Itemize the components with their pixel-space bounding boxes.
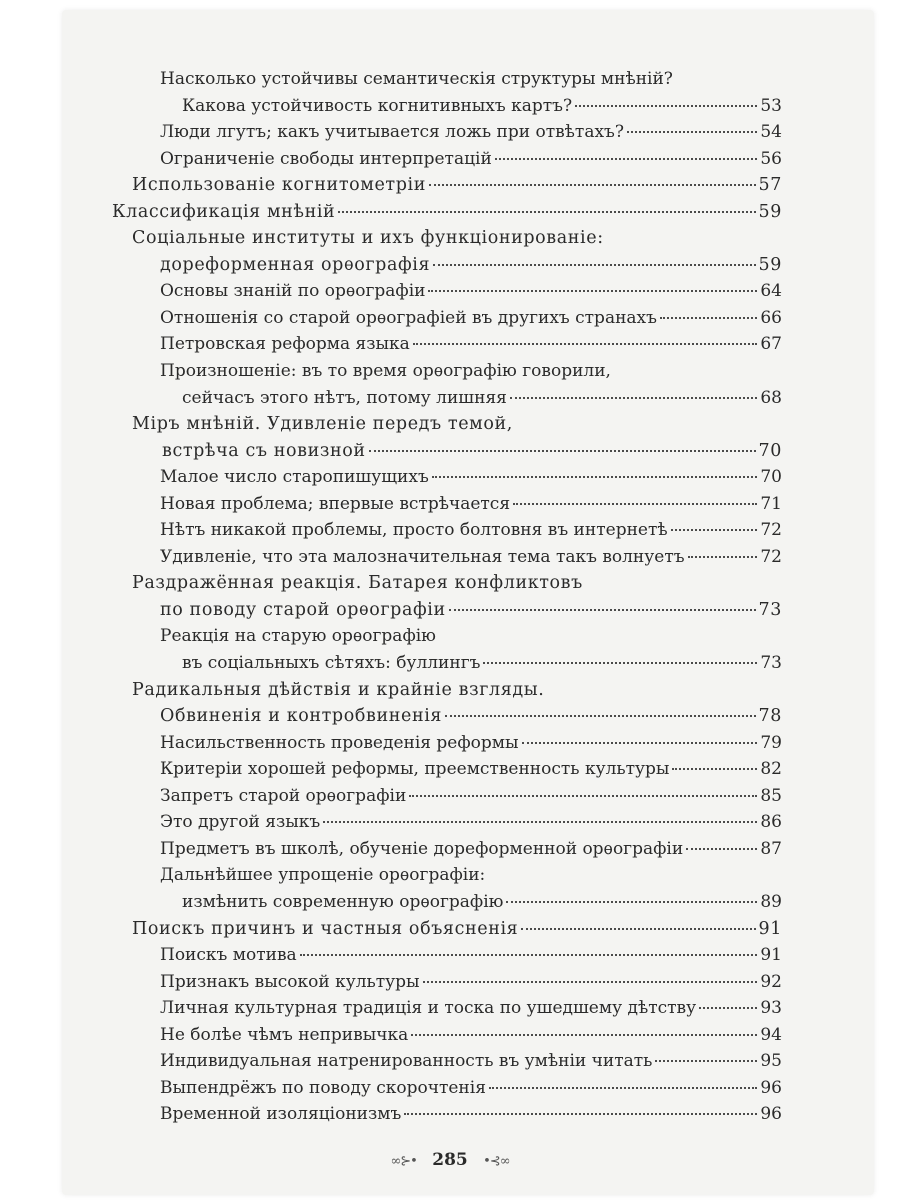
toc-entry xyxy=(112,1101,782,1128)
toc-entry-title: Личная культурная традиція и тоска по ушедшему дѣтству xyxy=(160,998,697,1019)
toc-entry-title: Малое число старопишущихъ xyxy=(160,467,429,488)
toc-entry xyxy=(112,544,782,571)
toc-entry-title: Новая проблема; впервые встрѣчается xyxy=(160,493,511,514)
toc-entry-title: дореформенная орѳографія xyxy=(160,254,431,275)
toc-entry xyxy=(112,278,782,305)
dot-leader xyxy=(445,715,755,717)
dot-leader xyxy=(688,556,758,558)
toc-entry xyxy=(112,809,782,836)
toc-entry-page: 66 xyxy=(760,307,782,328)
dot-leader xyxy=(510,397,757,399)
toc-entry-page: 82 xyxy=(760,759,782,780)
toc-entry xyxy=(112,756,782,783)
toc-entry-page: 71 xyxy=(760,493,782,514)
toc-entry-title: Реакція на старую орѳографію xyxy=(160,626,436,647)
dot-leader xyxy=(428,290,757,292)
toc-entry xyxy=(112,225,782,252)
toc-entry-title: Удивленіе, что эта малозначительная тема такъ волнуетъ xyxy=(160,546,685,567)
toc-entry-title: встрѣча съ новизной xyxy=(162,440,366,461)
toc-entry-page: 92 xyxy=(760,971,782,992)
toc-entry-title: Поискъ причинъ и частныя объясненія xyxy=(132,918,519,939)
toc-entry-page: 67 xyxy=(760,334,782,355)
dot-leader xyxy=(495,158,758,160)
toc-entry-page: 94 xyxy=(760,1024,782,1045)
dot-leader xyxy=(323,821,757,823)
toc-entry xyxy=(112,464,782,491)
toc-entry-title: Насколько устойчивы семантическія структуры мнѣній? xyxy=(160,69,673,89)
toc-entry-page: 96 xyxy=(760,1104,782,1125)
toc-entry-title: сейчасъ этого нѣтъ, потому лишняя xyxy=(182,387,507,408)
toc-entry-page: 91 xyxy=(760,945,782,966)
toc-entry-title: Выпендрёжъ по поводу скорочтенія xyxy=(160,1077,486,1098)
toc-entry xyxy=(112,331,782,358)
toc-entry-page: 56 xyxy=(760,148,782,169)
toc-entry-title: Насильственность проведенія реформы xyxy=(160,732,519,753)
toc-entry-page: 96 xyxy=(760,1077,782,1098)
dot-leader xyxy=(627,131,757,133)
toc-entry xyxy=(112,411,782,438)
toc-entry xyxy=(112,66,782,93)
toc-entry-title: Поискъ мотива xyxy=(160,945,297,966)
toc-entry-page: 73 xyxy=(758,599,782,620)
toc-entry-page: 85 xyxy=(760,785,782,806)
toc-entry-title: Запретъ старой орѳографіи xyxy=(160,785,407,806)
table-of-contents xyxy=(112,66,782,1128)
dot-leader xyxy=(432,476,758,478)
toc-entry xyxy=(112,889,782,916)
toc-entry-title: Использованіе когнитометріи xyxy=(132,175,426,196)
toc-entry-page: 57 xyxy=(758,175,782,196)
dot-leader xyxy=(660,317,757,319)
dot-leader xyxy=(404,1113,757,1115)
dot-leader xyxy=(513,503,757,505)
toc-entry xyxy=(112,730,782,757)
toc-entry-title: Произношеніе: въ то время орѳографію говорили, xyxy=(160,361,611,382)
toc-entry-page: 79 xyxy=(760,732,782,753)
toc-entry xyxy=(112,942,782,969)
toc-entry-title: Основы знаній по орѳографіи xyxy=(160,281,426,302)
toc-entry-page: 53 xyxy=(760,95,782,116)
dot-leader xyxy=(521,928,755,930)
ornament-left: ∞⊱• xyxy=(390,1154,417,1169)
toc-entry xyxy=(112,597,782,624)
toc-entry-title: Радикальныя дѣйствія и крайніе взгляды. xyxy=(132,679,545,700)
toc-entry-title: въ соціальныхъ сѣтяхъ: буллингъ xyxy=(182,653,481,674)
toc-entry xyxy=(112,517,782,544)
toc-entry xyxy=(112,385,782,412)
toc-entry xyxy=(112,703,782,730)
toc-entry xyxy=(112,623,782,650)
toc-entry-page: 93 xyxy=(760,998,782,1019)
toc-entry xyxy=(112,995,782,1022)
toc-entry-title: Классификація мнѣній xyxy=(112,201,336,222)
toc-entry-title: Индивидуальная натренированность въ умѣніи читать xyxy=(160,1051,653,1072)
toc-entry-page: 78 xyxy=(758,706,782,727)
dot-leader xyxy=(483,662,757,664)
toc-entry-page: 95 xyxy=(760,1051,782,1072)
toc-entry-page: 59 xyxy=(758,254,782,275)
toc-entry xyxy=(112,650,782,677)
dot-leader xyxy=(433,264,755,266)
toc-entry-title: Отношенія со старой орѳографіей въ другихъ странахъ xyxy=(160,307,657,328)
page-number: 285 xyxy=(432,1150,468,1170)
toc-entry-title: Какова устойчивость когнитивныхъ картъ? xyxy=(182,95,573,116)
toc-entry xyxy=(112,1022,782,1049)
dot-leader xyxy=(338,211,755,213)
toc-entry-title: Обвиненія и контробвиненія xyxy=(160,706,443,727)
toc-entry-title: Критеріи хорошей реформы, преемственность культуры xyxy=(160,759,670,780)
dot-leader xyxy=(672,768,757,770)
toc-entry-page: 59 xyxy=(758,201,782,222)
toc-entry xyxy=(112,146,782,173)
toc-entry-title: Люди лгутъ; какъ учитывается ложь при отвѣтахъ? xyxy=(160,122,624,143)
page-footer xyxy=(0,1150,900,1170)
dot-leader xyxy=(506,901,757,903)
toc-entry-title: Это другой языкъ xyxy=(160,812,321,833)
toc-entry-title: измѣнить современную орѳографію xyxy=(182,891,504,912)
toc-entry-title: Временной изоляціонизмъ xyxy=(160,1104,402,1125)
toc-entry xyxy=(112,199,782,226)
dot-leader xyxy=(655,1060,757,1062)
toc-entry xyxy=(112,1075,782,1102)
toc-entry-page: 89 xyxy=(760,891,782,912)
toc-entry-page: 72 xyxy=(760,520,782,541)
dot-leader xyxy=(300,954,758,956)
toc-entry-page: 86 xyxy=(760,812,782,833)
toc-entry-page: 87 xyxy=(760,838,782,859)
toc-entry-title: Нѣтъ никакой проблемы, просто болтовня въ интернетѣ xyxy=(160,520,668,541)
dot-leader xyxy=(411,1034,757,1036)
toc-entry-title: Петровская реформа языка xyxy=(160,334,410,355)
toc-entry-page: 72 xyxy=(760,546,782,567)
dot-leader xyxy=(413,343,758,345)
toc-entry xyxy=(112,358,782,385)
toc-entry-title: Признакъ высокой культуры xyxy=(160,971,420,992)
toc-entry-page: 73 xyxy=(760,653,782,674)
toc-entry-title: Предметъ въ школѣ, обученіе дореформенной орѳографіи xyxy=(160,838,684,859)
toc-entry xyxy=(112,93,782,120)
dot-leader xyxy=(409,795,757,797)
dot-leader xyxy=(671,529,758,531)
dot-leader xyxy=(522,742,758,744)
toc-entry xyxy=(112,491,782,518)
toc-entry xyxy=(112,862,782,889)
toc-entry xyxy=(112,916,782,943)
toc-entry xyxy=(112,836,782,863)
toc-entry xyxy=(112,172,782,199)
toc-entry-title: Раздражённая реакція. Батарея конфликтовъ xyxy=(132,573,583,594)
toc-entry-title: Міръ мнѣній. Удивленіе передъ темой, xyxy=(132,414,513,435)
dot-leader xyxy=(369,450,756,452)
toc-entry-title: по поводу старой орѳографіи xyxy=(160,599,446,620)
toc-entry xyxy=(112,783,782,810)
toc-entry xyxy=(112,570,782,597)
toc-entry xyxy=(112,677,782,704)
toc-entry xyxy=(112,252,782,279)
dot-leader xyxy=(423,981,758,983)
toc-entry-page: 54 xyxy=(760,122,782,143)
toc-entry xyxy=(112,305,782,332)
toc-entry-page: 70 xyxy=(760,467,782,488)
toc-entry-page: 70 xyxy=(758,440,782,461)
toc-entry xyxy=(112,969,782,996)
dot-leader xyxy=(429,184,756,186)
toc-entry xyxy=(112,1048,782,1075)
toc-entry-page: 68 xyxy=(760,387,782,408)
toc-entry-title: Дальнѣйшее упрощеніе орѳографіи: xyxy=(160,865,486,886)
toc-entry xyxy=(112,119,782,146)
toc-entry-title: Соціальные институты и ихъ функціонированіе: xyxy=(132,228,604,249)
toc-entry-page: 64 xyxy=(760,281,782,302)
toc-entry-title: Ограниченіе свободы интерпретацій xyxy=(160,148,492,169)
toc-entry-page: 91 xyxy=(758,918,782,939)
dot-leader xyxy=(575,105,757,107)
dot-leader xyxy=(449,609,756,611)
dot-leader xyxy=(489,1087,757,1089)
dot-leader xyxy=(686,848,757,850)
dot-leader xyxy=(699,1007,757,1009)
ornament-right: •⊰∞ xyxy=(483,1154,510,1169)
toc-entry-title: Не болѣе чѣмъ непривычка xyxy=(160,1024,409,1045)
toc-entry xyxy=(112,438,782,465)
